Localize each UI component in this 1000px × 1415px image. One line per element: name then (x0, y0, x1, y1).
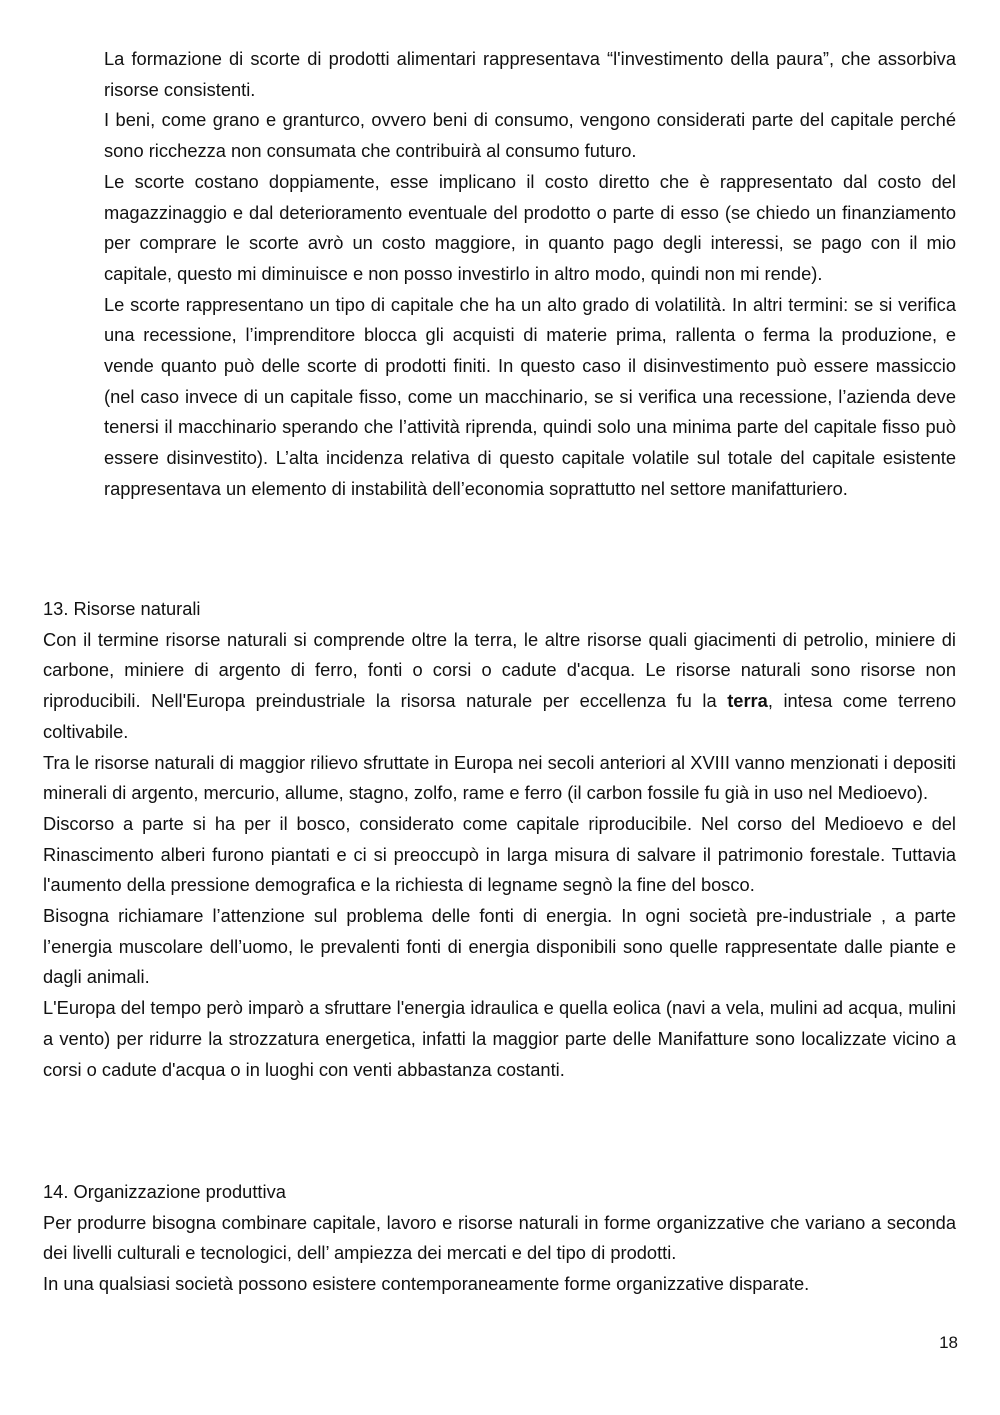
paragraph-energia-idraulica: L'Europa del tempo però imparò a sfruttare l'energia idraulica e quella eolica (navi a vela, mulini ad acqua, mulini a vento) per ridurre la strozzatura energetica, infatti la maggior parte delle Manifatture sono localizzate vicino a corsi o cadute d'acqua o in luoghi con venti abbastanza costanti. (43, 997, 956, 1080)
paragraph-forme-organizzative: In una qualsiasi società possono esistere contemporaneamente forme organizzative disparate. (43, 1273, 810, 1295)
paragraph-costo-scorte: Le scorte costano doppiamente, esse implicano il costo diretto che è rappresentato dal costo del magazzinaggio e dal deterioramento eventuale del prodotto o parte di esso (se chiedo un finanziamento per comprare le scorte avrò un costo maggiore, in quanto pago degli interessi, se pago con il mio capitale, questo mi diminuisce e non posso investirlo in altro modo, quindi non mi rende). (104, 170, 956, 284)
page-number: 18 (939, 1333, 958, 1352)
text-fragment: Con il termine risorse naturali si comprende oltre la terra, le altre risorse quali giacimenti di petrolio, miniere di carbone, miniere di argento di ferro, fonti o corsi o cadute d'acqua. Le risorse naturali sono risorse non riproducibili. Nell'Europa preindustriale la risorsa naturale per eccellenza fu la (43, 628, 956, 712)
paragraph-fonti-energia: Bisogna richiamare l’attenzione sul problema delle fonti di energia. In ogni società pre-industriale , a parte l’energia muscolare dell’uomo, le prevalenti fonti di energia disponibili sono quelle rappresentate dalle piante e dagli animali. (43, 905, 956, 988)
paragraph-risorse-definizione (43, 625, 956, 748)
paragraph-bosco: Discorso a parte si ha per il bosco, considerato come capitale riproducibile. Nel corso del Medioevo e del Rinascimento alberi furono piantati e ci si preoccupò in larga misura di salvare il patrimonio forestale. Tuttavia l'aumento della pressione demografica e la richiesta di legname segnò la fine del bosco. (43, 812, 956, 896)
paragraph-volatilita-scorte: Le scorte rappresentano un tipo di capitale che ha un alto grado di volatilità. In altri termini: se si verifica una recessione, l’imprenditore blocca gli acquisti di materie prima, rallenta o ferma la produzione, e vende quanto può delle scorte di prodotti finiti. In questo caso il disinvestimento può essere massiccio (nel caso invece di un capitale fisso, come un macchinario, se si verifica una recessione, l’azienda deve tenersi il macchinario sperando che l’attività riprenda, quindi solo una minima parte del capitale fisso può essere disinvestito). L’alta incidenza relativa di questo capitale volatile sul totale del capitale esistente rappresentava un elemento di instabilità dell’economia soprattutto nel settore manifatturiero. (104, 293, 956, 499)
paragraph-produrre: Per produrre bisogna combinare capitale, lavoro e risorse naturali in forme organizzative che variano a seconda dei livelli culturali e tecnologici, dell’ ampiezza dei mercati e del tipo di prodotti. (43, 1211, 956, 1264)
text-fragment: , intesa come terreno coltivabile. (43, 690, 956, 742)
bold-term-terra: terra (727, 690, 768, 712)
section-14 (43, 1177, 956, 1300)
paragraph-scorte-alimentari: La formazione di scorte di prodotti alimentari rappresentava “l'investimento della paura”, che assorbiva risorse consistenti. (104, 48, 956, 100)
indented-text-block (104, 44, 956, 505)
paragraph-beni-consumo: I beni, come grano e granturco, ovvero beni di consumo, vengono considerati parte del capitale perché sono ricchezza non consumata che contribuirà al consumo futuro. (104, 109, 956, 162)
section-14-heading: 14. Organizzazione produttiva (43, 1181, 286, 1202)
paragraph-depositi-minerali: Tra le risorse naturali di maggior rilievo sfruttate in Europa nei secoli anteriori al XVIII vanno menzionati i depositi minerali di argento, mercurio, allume, stagno, zolfo, rame e ferro (il carbon fossile fu già in uso nel Medioevo). (43, 751, 956, 804)
section-13-heading: 13. Risorse naturali (43, 598, 201, 619)
section-13 (43, 594, 956, 1085)
